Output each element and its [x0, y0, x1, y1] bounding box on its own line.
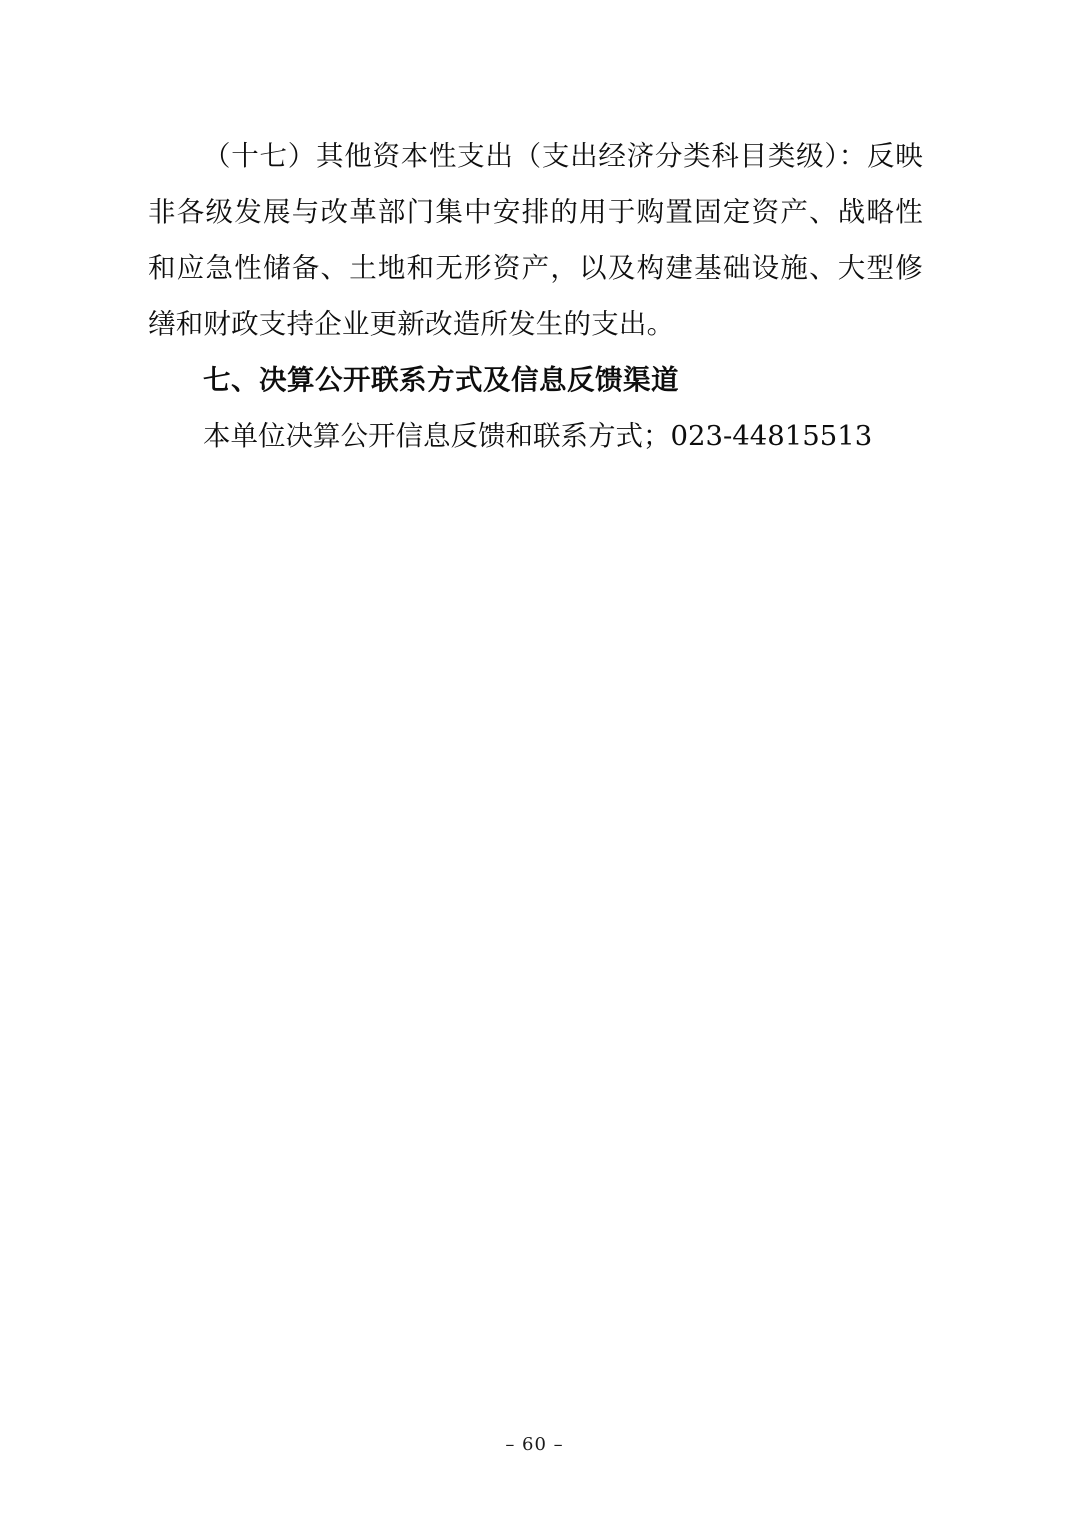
paragraph-other-capital-expenditure: （十七）其他资本性支出（支出经济分类科目类级）：反映非各级发展与改革部门集中安排的用于购置固定资产、战略性和应急性储备、土地和无形资产，以及构建基础设施、大型修缮和财政支持企业更新改造所发生的支出。: [148, 140, 923, 340]
page-content: [148, 128, 923, 464]
page-number-footer: – 60 –: [505, 1434, 564, 1455]
contact-information-line: 本单位决算公开信息反馈和联系方式；023-44815513: [203, 420, 873, 452]
section-heading-seven: 七、决算公开联系方式及信息反馈渠道: [203, 364, 679, 396]
